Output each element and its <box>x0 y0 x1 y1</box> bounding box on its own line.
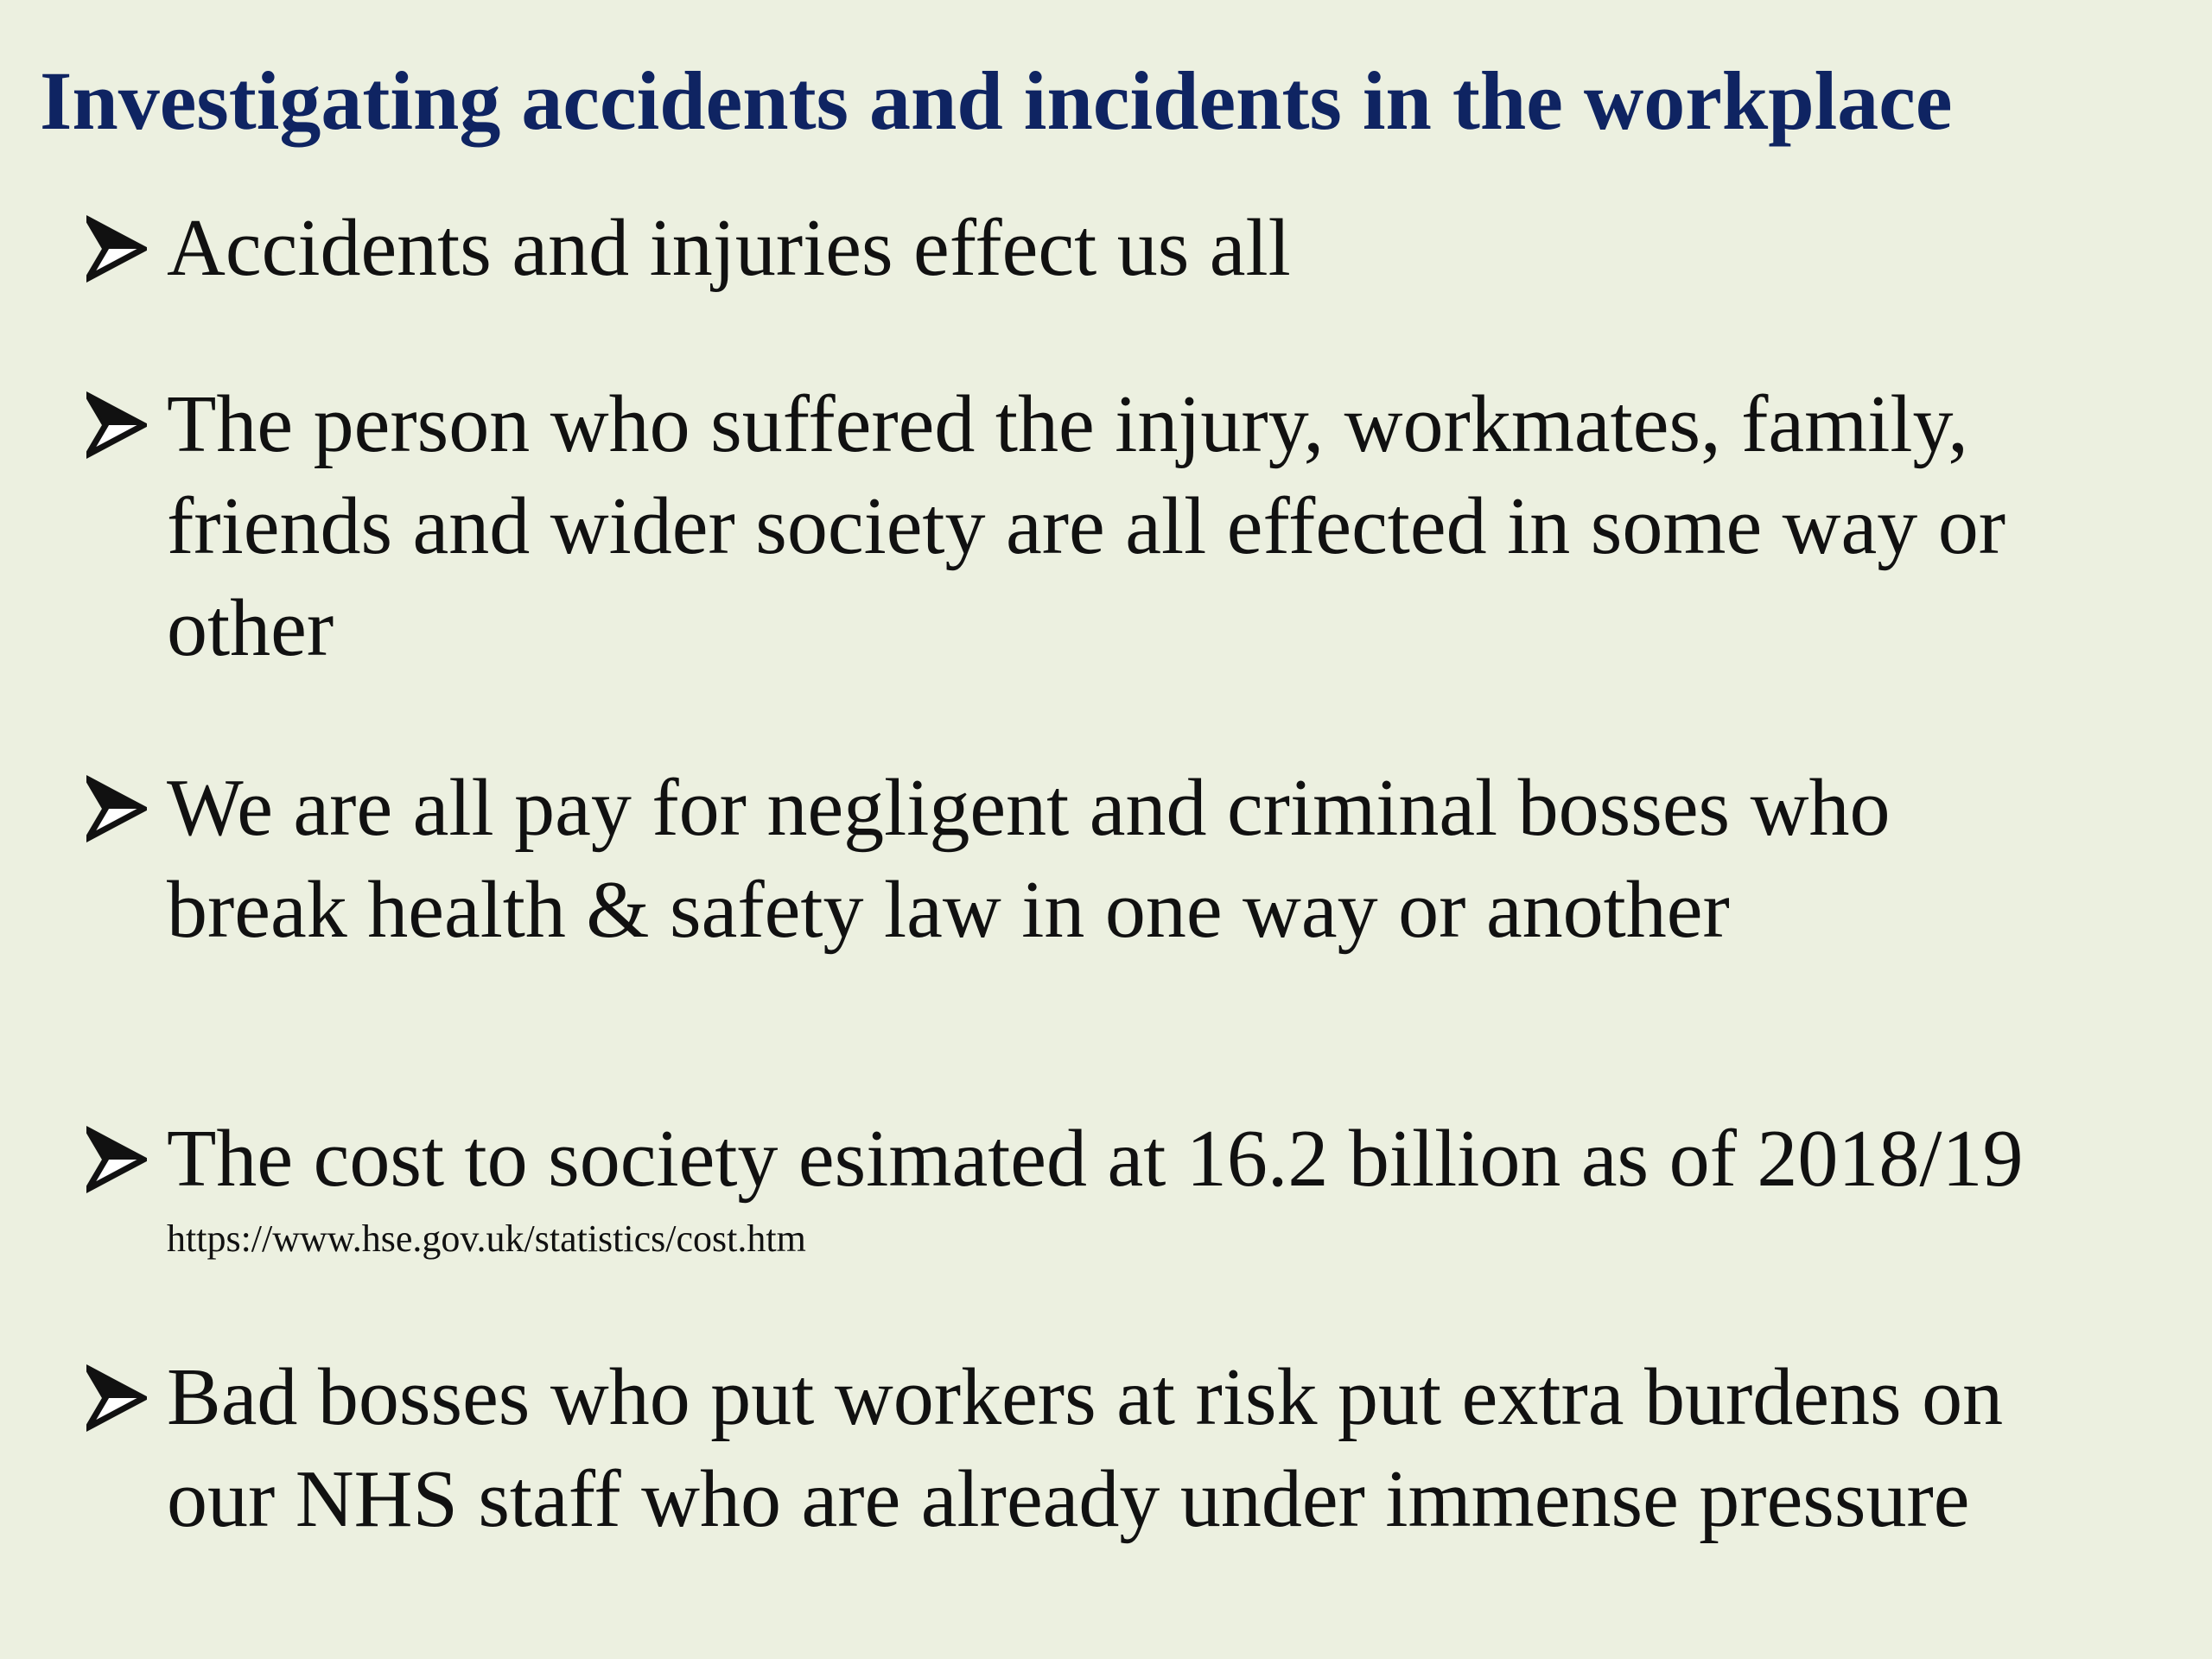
arrow-bullet-icon <box>86 391 147 460</box>
bullet-line: our NHS staff who are already under immense pressure <box>167 1454 1970 1544</box>
bullet-text <box>167 373 2197 679</box>
arrow-bullet-icon <box>86 214 147 283</box>
bullet-line: Accidents and injuries effect us all <box>167 203 1291 293</box>
bullet-line: We are all pay for negligent and criminal bosses who <box>167 763 1891 853</box>
arrow-bullet-icon <box>86 1125 147 1194</box>
bullet-text <box>167 1108 2197 1263</box>
arrow-bullet-icon <box>86 774 147 843</box>
bullet-text <box>167 1346 2197 1550</box>
bullet-line: The cost to society esimated at 16.2 billion as of 2018/19 <box>167 1114 2024 1204</box>
bullet-line: Bad bosses who put workers at risk put extra burdens on <box>167 1352 2004 1442</box>
source-url: https://www.hse.gov.uk/statistics/cost.htm <box>167 1217 806 1260</box>
bullet-text <box>167 197 2197 299</box>
bullet-text <box>167 757 2197 961</box>
bullet-line: friends and wider society are all effected in some way or <box>167 481 2006 571</box>
bullet-line: The person who suffered the injury, workmates, family, <box>167 379 1968 469</box>
bullet-line: other <box>167 583 334 673</box>
bullet-line: break health & safety law in one way or another <box>167 865 1730 955</box>
arrow-bullet-icon <box>86 1363 147 1433</box>
slide-title: Investigating accidents and incidents in the workplace <box>40 54 1953 147</box>
